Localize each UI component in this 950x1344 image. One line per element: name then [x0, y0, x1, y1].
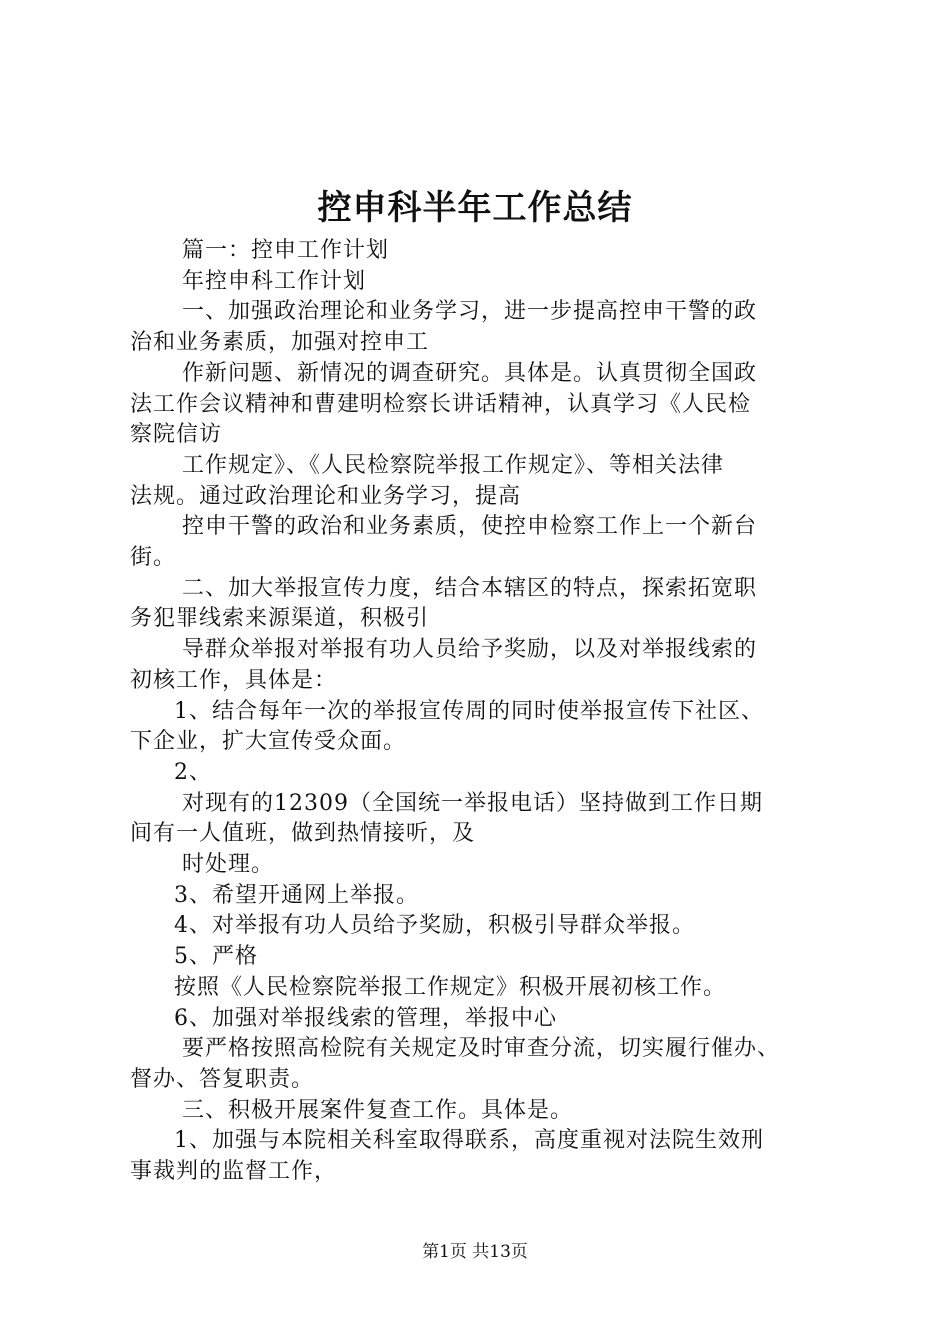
body-line: 4、对举报有功人员给予奖励，积极引导群众举报。 — [174, 913, 695, 939]
body-line: 3、希望开通网上举报。 — [174, 882, 419, 908]
body-line: 二、加大举报宣传力度，结合本辖区的特点，探索拓宽职 — [182, 575, 758, 601]
body-line: 要严格按照高检院有关规定及时审查分流，切实履行催办、 — [182, 1036, 781, 1062]
body-line: 治和业务素质，加强对控申工 — [130, 330, 430, 356]
document-title: 控申科半年工作总结 — [317, 188, 633, 228]
body-line: 事裁判的监督工作， — [130, 1159, 338, 1185]
body-line: 法工作会议精神和曹建明检察长讲话精神，认真学习《人民检 — [130, 391, 752, 417]
body-line: 务犯罪线索来源渠道，积极引 — [130, 606, 430, 632]
body-line: 6、加强对举报线索的管理，举报中心 — [174, 1005, 557, 1031]
body-line: 一、加强政治理论和业务学习，进一步提高控申干警的政 — [182, 299, 758, 325]
body-line: 间有一人值班，做到热情接听，及 — [130, 821, 476, 847]
body-line: 工作规定》、《人民检察院举报工作规定》、等相关法律 — [182, 452, 725, 478]
body-line: 5、严格 — [174, 944, 258, 970]
body-line: 1、加强与本院相关科室取得联系，高度重视对法院生效刑 — [174, 1128, 764, 1154]
body-line: 对现有的12309（全国统一举报电话）坚持做到工作日期 — [182, 790, 763, 816]
body-line: 初核工作，具体是： — [130, 667, 338, 693]
body-line: 时处理。 — [182, 852, 275, 878]
body-line: 按照《人民检察院举报工作规定》积极开展初核工作。 — [174, 974, 727, 1000]
body-line: 街。 — [130, 545, 177, 571]
body-line: 1、结合每年一次的举报宣传周的同时使举报宣传下社区、 — [174, 698, 764, 724]
body-line: 作新问题、新情况的调查研究。具体是。认真贯彻全国政 — [182, 360, 758, 386]
body-line: 三、积极开展案件复查工作。具体是。 — [182, 1097, 574, 1123]
page-footer: 第1页 共13页 — [422, 1242, 528, 1262]
document-body — [130, 236, 830, 1188]
body-line: 察院信访 — [130, 422, 223, 448]
body-line: 下企业，扩大宣传受众面。 — [130, 729, 407, 755]
body-line: 2、 — [174, 759, 212, 785]
body-line: 篇一：控申工作计划 — [182, 238, 390, 263]
body-line: 法规。通过政治理论和业务学习，提高 — [130, 483, 522, 509]
body-line: 年控申科工作计划 — [182, 268, 367, 294]
body-line: 督办、答复职责。 — [130, 1066, 315, 1092]
body-line: 控申干警的政治和业务素质，使控申检察工作上一个新台 — [182, 514, 758, 540]
body-line: 导群众举报对举报有功人员给予奖励，以及对举报线索的 — [182, 637, 758, 663]
